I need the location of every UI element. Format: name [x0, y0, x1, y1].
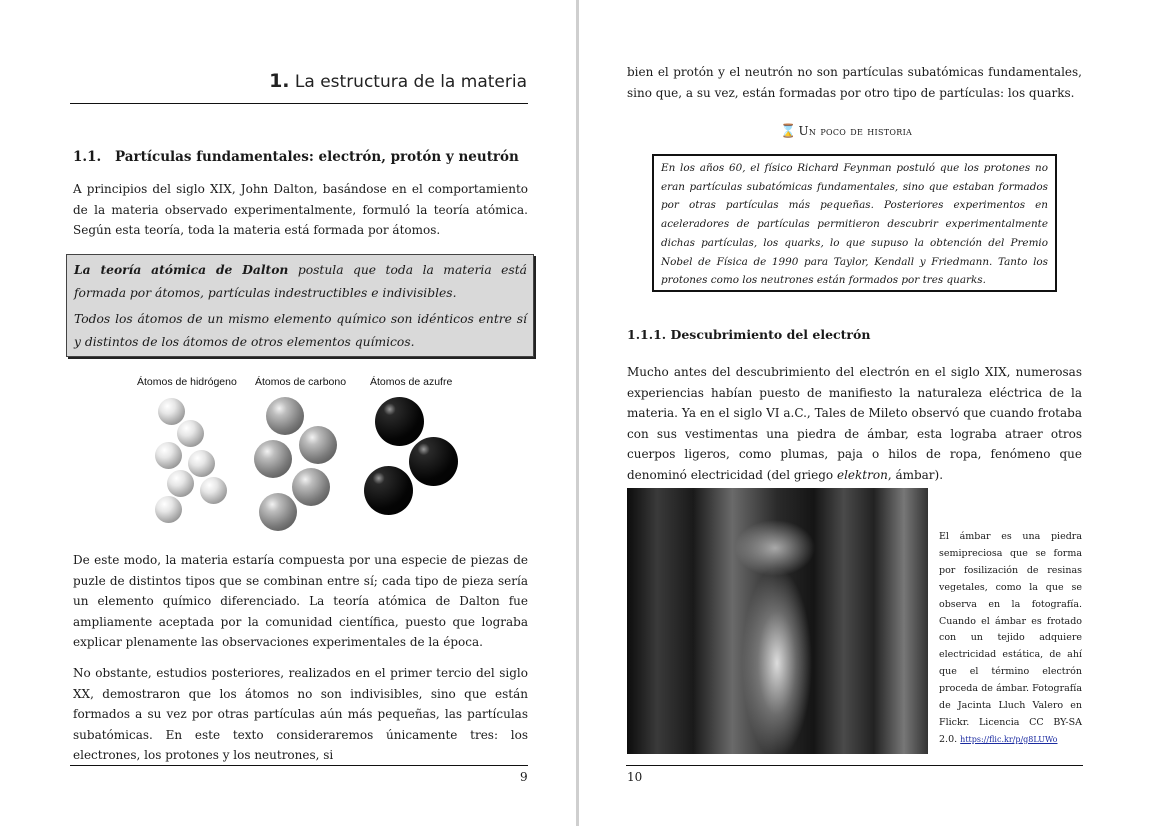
- atoms-figure: [130, 376, 470, 536]
- caption-link[interactable]: https://flic.kr/p/g8LUWo: [960, 734, 1058, 744]
- intro-paragraph: A principios del siglo XIX, John Dalton, basándose en el comportamiento de la materia observado experimentalmente, formuló la teoría atómica. Según esta teoría, toda la materia está formada por átomos.: [73, 182, 528, 238]
- hydrogen-atom: [200, 477, 227, 504]
- amber-photo: [627, 488, 928, 754]
- hydrogen-atom: [158, 398, 185, 425]
- sulfur-atom: [409, 437, 458, 486]
- hourglass-icon: ⌛: [780, 124, 797, 139]
- elektron-word: elektron: [836, 467, 888, 482]
- hydrogen-atom: [167, 470, 194, 497]
- continuation-paragraph: bien el protón y el neutrón no son partículas subatómicas fundamentales, sino que, a su vez, están formadas por otro tipo de partículas: los quarks.: [627, 65, 1082, 100]
- subsection-title: [627, 327, 870, 342]
- subsection-number: 1.1.1.: [627, 327, 667, 342]
- carbon-atom: [266, 397, 304, 435]
- definition-box: [66, 254, 534, 357]
- history-box: [652, 154, 1057, 292]
- hydrogen-atom: [188, 450, 215, 477]
- definition-text: postula que toda la materia está formada por átomos, partículas indestructibles e indivisibles.: [74, 263, 527, 300]
- carbon-atom: [299, 426, 337, 464]
- definition-line-1: [74, 259, 527, 304]
- carbon-atom: [254, 440, 292, 478]
- hydrogen-label: Átomos de hidrógeno: [137, 376, 237, 388]
- page-number: 9: [520, 770, 528, 784]
- photo-caption: [939, 529, 1082, 749]
- chapter-number: 1.: [269, 70, 290, 92]
- hydrogen-atom: [155, 496, 182, 523]
- paragraph-puzzle: De este modo, la materia estaría compuesta por una especie de piezas de puzle de distintos tipos que se combinan entre sí; cada tipo de pieza sería un elemento químico diferenciado. La teoría atómica de Dalton fue ampliamente aceptada por la comunidad científica, puesto que lograba explicar plenamente las observaciones experimentales de la época.: [73, 553, 528, 650]
- electron-paragraph: [627, 362, 1082, 486]
- subsection-title-text: Descubrimiento del electrón: [670, 327, 871, 342]
- chapter-title-text: La estructura de la materia: [294, 72, 527, 92]
- section-number: 1.1.: [73, 149, 102, 165]
- carbon-atom: [259, 493, 297, 531]
- caption-text: El ámbar es una piedra semipreciosa que se forma por fosilización de resinas vegetales, como la que se observa en la fotografía. Cuando el ámbar es frotado con un tejido adquiere electricidad estática, de ahí que el término electrón proceda de ámbar. Fotografía de Jacinta Lluch Valero en Flickr. Licencia CC BY-SA 2.0.: [939, 531, 1082, 745]
- footer-rule: [70, 765, 528, 766]
- sulfur-atom: [375, 397, 424, 446]
- paragraph-subatomic: No obstante, estudios posteriores, realizados en el primer tercio del siglo XX, demostraron que los átomos no son indivisibles, sino que están formados a su vez por otras partículas aún más pequeñas, las partículas subatómicas. En este texto consideraremos únicamente tres: los electrones, los protones y los neutrones, si: [73, 666, 528, 763]
- sulfur-label: Átomos de azufre: [370, 376, 453, 388]
- chapter-rule: [70, 103, 528, 104]
- hydrogen-atom: [155, 442, 182, 469]
- carbon-label: Átomos de carbono: [255, 376, 347, 388]
- hydrogen-atom: [177, 420, 204, 447]
- history-heading-text: Un poco de historia: [798, 124, 913, 138]
- page-number-right: 10: [627, 770, 643, 784]
- sulfur-atom: [364, 466, 413, 515]
- section-title-text: Partículas fundamentales: electrón, protón y neutrón: [115, 149, 519, 165]
- history-heading: [780, 124, 912, 139]
- definition-line-2: Todos los átomos de un mismo elemento químico son idénticos entre sí y distintos de los átomos de otros elementos químicos.: [74, 312, 527, 349]
- left-page: [0, 0, 576, 826]
- section-title: [73, 149, 533, 165]
- carbon-atom: [292, 468, 330, 506]
- definition-term: La teoría atómica de Dalton: [74, 262, 289, 277]
- electron-paragraph-text: Mucho antes del descubrimiento del electrón en el siglo XIX, numerosas experiencias habían puesto de manifiesto la naturaleza eléctrica de la materia. Ya en el siglo VI a.C., Tales de Mileto observó que cuando frotaba con sus vestimentas una piedra de ámbar, esta lograba atraer otros cuerpos ligeros, como plumas, paja o hilos de ropa, fenómeno que denominó electricidad (del griego: [627, 365, 1082, 482]
- electron-paragraph-end: , ámbar).: [887, 467, 944, 482]
- footer-rule-right: [626, 765, 1083, 766]
- chapter-title: [70, 70, 527, 92]
- history-text: En los años 60, el físico Richard Feynman postuló que los protones no eran partículas subatómicas fundamentales, sino que estaban formados por otras partículas más pequeñas. Posteriores experimentos en aceleradores de partículas permitieron descubrir experimentalmente dichas partículas, los quarks, lo que supuso la obtención del Premio Nobel de Física de 1990 para Taylor, Kendall y Friedmann. Tanto los protones como los neutrones están formados por tres quarks.: [661, 162, 1048, 287]
